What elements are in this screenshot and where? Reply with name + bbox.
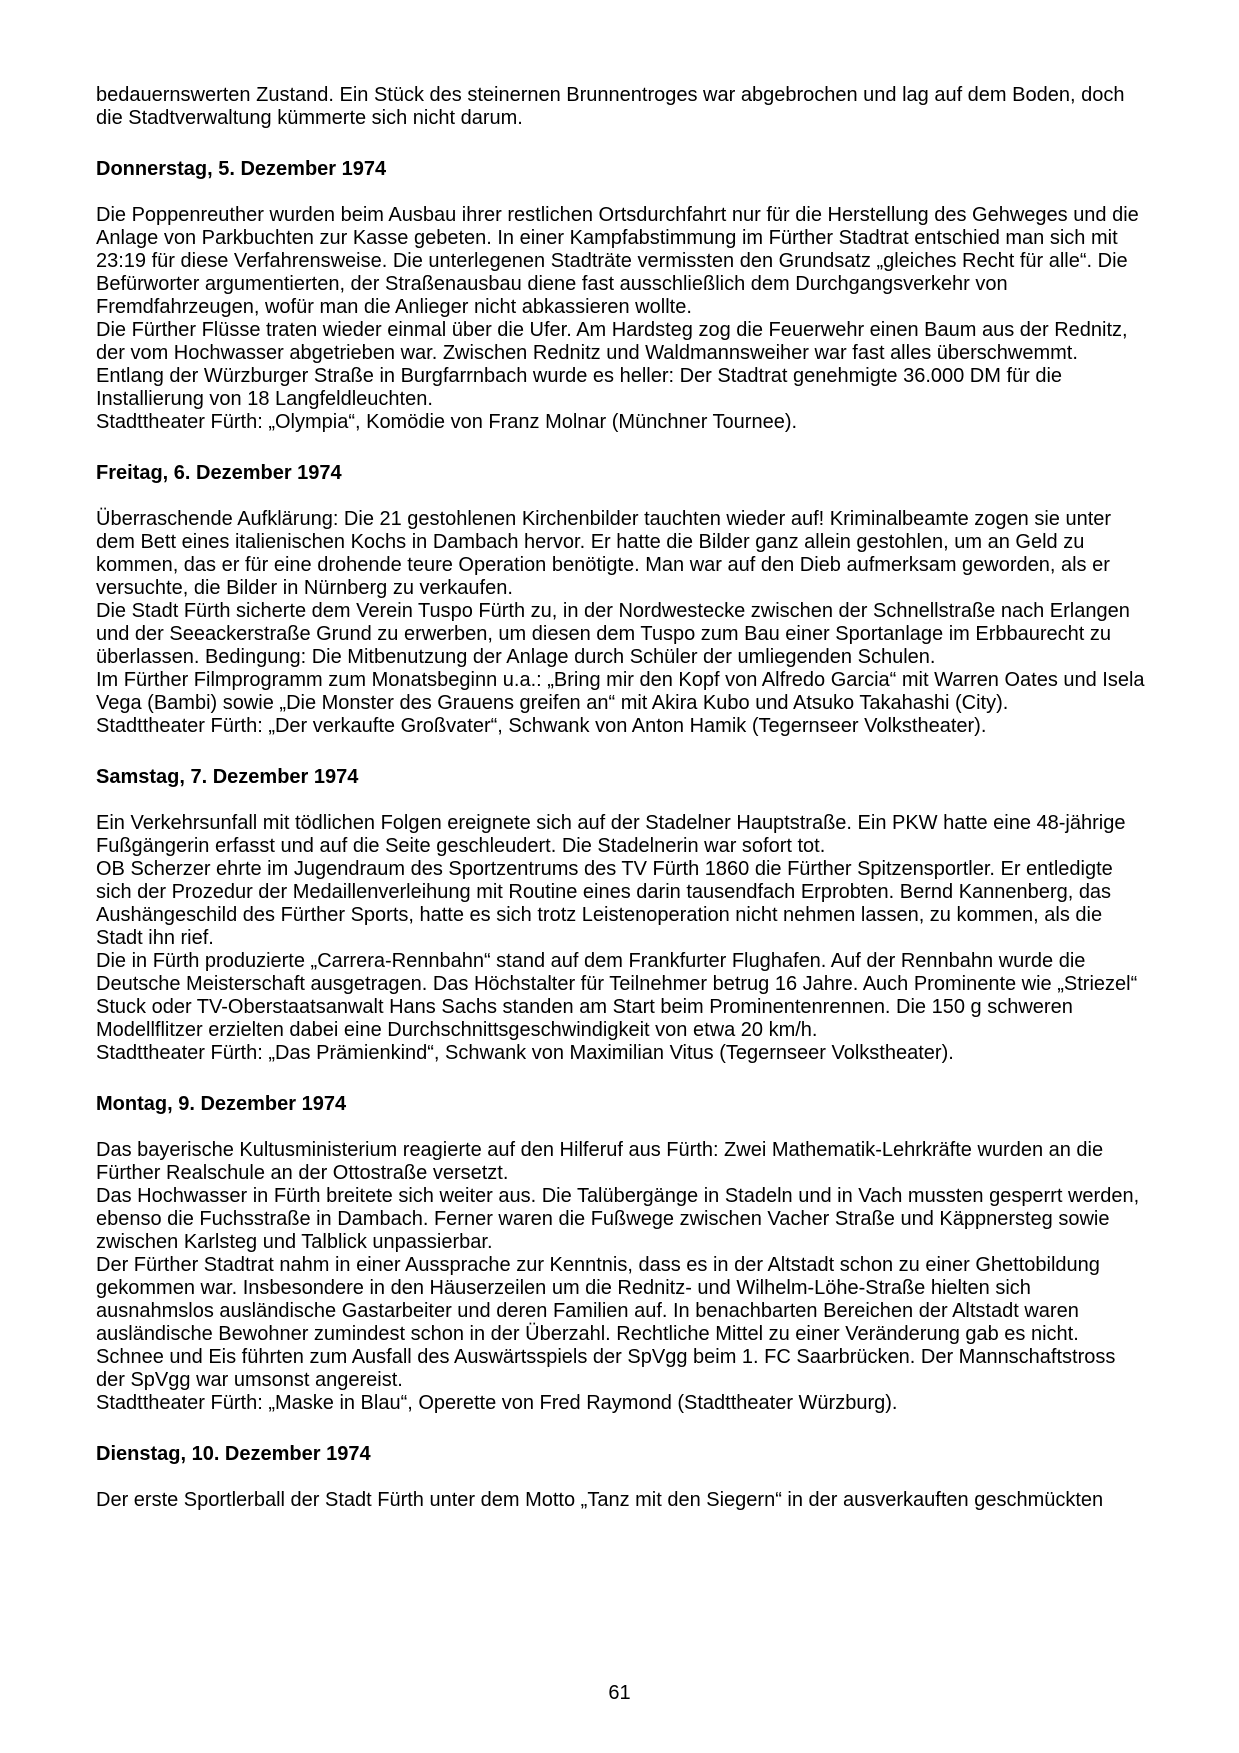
day-heading: Samstag, 7. Dezember 1974	[96, 766, 359, 788]
paragraph: Ein Verkehrsunfall mit tödlichen Folgen ereignete sich auf der Stadelner Hauptstraße. Ein PKW hatte eine 48-jährige Fußgängerin erfasst und auf die Seite geschleudert. Die Stadelnerin war sofort tot.	[96, 812, 1126, 857]
page-number: 61	[608, 1682, 631, 1704]
day-heading: Freitag, 6. Dezember 1974	[96, 462, 342, 484]
paragraph: Die in Fürth produzierte „Carrera-Rennbahn“ stand auf dem Frankfurter Flughafen. Auf der Rennbahn wurde die Deutsche Meisterschaft ausgetragen. Das Höchstalter für Teilnehmer betrug 16 Jahre. Auch Prominente wie „Striezel“ Stuck oder TV-Oberstaatsanwalt Hans Sachs standen am Start beim Prominentenrennen. Die 150 g schweren Modellflitzer erzielten dabei eine Durchschnittsgeschwindigkeit von etwa 20 km/h.	[96, 950, 1138, 1041]
paragraph: bedauernswerten Zustand. Ein Stück des steinernen Brunnentroges war abgebrochen und lag auf dem Boden, doch die Stadtverwaltung kümmerte sich nicht darum.	[96, 84, 1125, 129]
paragraph: Überraschende Aufklärung: Die 21 gestohlenen Kirchenbilder tauchten wieder auf! Kriminalbeamte zogen sie unter dem Bett eines italienischen Kochs in Dambach hervor. Er hatte die Bilder ganz allein gestohlen, um an Geld zu kommen, das er für eine drohende teure Operation benötigte. Man war auf den Dieb aufmerksam geworden, als er versuchte, die Bilder in Nürnberg zu verkaufen.	[96, 508, 1112, 599]
paragraph: Entlang der Würzburger Straße in Burgfarrnbach wurde es heller: Der Stadtrat genehmigte 36.000 DM für die Installierung von 18 Langfeldleuchten.	[96, 365, 1063, 410]
day-heading: Donnerstag, 5. Dezember 1974	[96, 158, 387, 180]
day-heading: Montag, 9. Dezember 1974	[96, 1093, 347, 1115]
document-body	[96, 84, 1147, 1512]
paragraph: Der erste Sportlerball der Stadt Fürth unter dem Motto „Tanz mit den Siegern“ in der ausverkauften geschmückten	[96, 1489, 1104, 1511]
paragraph: OB Scherzer ehrte im Jugendraum des Sportzentrums des TV Fürth 1860 die Fürther Spitzensportler. Er entledigte sich der Prozedur der Medaillenverleihung mit Routine eines darin tausendfach Erprobten. Bernd Kannenberg, das Aushängeschild des Fürther Sports, hatte es sich trotz Leistenoperation nicht nehmen lassen, zu kommen, als die Stadt ihn rief.	[96, 858, 1113, 949]
paragraph: Schnee und Eis führten zum Ausfall des Auswärtsspiels der SpVgg beim 1. FC Saarbrücken. Der Mannschaftstross der SpVgg war umsonst angereist.	[96, 1346, 1116, 1391]
paragraph: Stadttheater Fürth: „Olympia“, Komödie von Franz Molnar (Münchner Tournee).	[96, 411, 798, 433]
day-heading: Dienstag, 10. Dezember 1974	[96, 1443, 371, 1465]
paragraph: Der Fürther Stadtrat nahm in einer Aussprache zur Kenntnis, dass es in der Altstadt schon zu einer Ghettobildung gekommen war. Insbesondere in den Häuserzeilen um die Rednitz- und Wilhelm-Löhe-Straße hielten sich ausnahmslos ausländische Gastarbeiter und deren Familien auf. In benachbarten Bereichen der Altstadt waren ausländische Bewohner zumindest schon in der Überzahl. Rechtliche Mittel zu einer Veränderung gab es nicht.	[96, 1254, 1100, 1345]
paragraph: Das bayerische Kultusministerium reagierte auf den Hilferuf aus Fürth: Zwei Mathematik-Lehrkräfte wurden an die Fürther Realschule an der Ottostraße versetzt.	[96, 1139, 1104, 1184]
paragraph: Im Fürther Filmprogramm zum Monatsbeginn u.a.: „Bring mir den Kopf von Alfredo Garcia“ mit Warren Oates und Isela Vega (Bambi) sowie „Die Monster des Grauens greifen an“ mit Akira Kubo und Atsuko Takahashi (City).	[96, 669, 1145, 714]
paragraph: Die Stadt Fürth sicherte dem Verein Tuspo Fürth zu, in der Nordwestecke zwischen der Schnellstraße nach Erlangen und der Seeackerstraße Grund zu erwerben, um diesen dem Tuspo zum Bau einer Sportanlage im Erbbaurecht zu überlassen. Bedingung: Die Mitbenutzung der Anlage durch Schüler der umliegenden Schulen.	[96, 600, 1130, 668]
paragraph: Die Fürther Flüsse traten wieder einmal über die Ufer. Am Hardsteg zog die Feuerwehr einen Baum aus der Rednitz, der vom Hochwasser abgetrieben war. Zwischen Rednitz und Waldmannsweiher war fast alles überschwemmt.	[96, 319, 1128, 364]
paragraph: Stadttheater Fürth: „Maske in Blau“, Operette von Fred Raymond (Stadttheater Würzburg).	[96, 1392, 898, 1414]
paragraph: Die Poppenreuther wurden beim Ausbau ihrer restlichen Ortsdurchfahrt nur für die Herstellung des Gehweges und die Anlage von Parkbuchten zur Kasse gebeten. In einer Kampfabstimmung im Fürther Stadtrat entschied man sich mit 23:19 für diese Verfahrensweise. Die unterlegenen Stadträte vermissten den Grundsatz „gleiches Recht für alle“. Die Befürworter argumentierten, der Straßenausbau diene fast ausschließlich dem Durchgangsverkehr von Fremdfahrzeugen, wofür man die Anlieger nicht abkassieren wollte.	[96, 204, 1139, 318]
paragraph: Stadttheater Fürth: „Das Prämienkind“, Schwank von Maximilian Vitus (Tegernseer Volkstheater).	[96, 1042, 954, 1064]
paragraph: Das Hochwasser in Fürth breitete sich weiter aus. Die Talübergänge in Stadeln und in Vach mussten gesperrt werden, ebenso die Fuchsstraße in Dambach. Ferner waren die Fußwege zwischen Vacher Straße und Käppnersteg sowie zwischen Karlsteg und Talblick unpassierbar.	[96, 1185, 1140, 1253]
paragraph: Stadttheater Fürth: „Der verkaufte Großvater“, Schwank von Anton Hamik (Tegernseer Volkstheater).	[96, 715, 987, 737]
